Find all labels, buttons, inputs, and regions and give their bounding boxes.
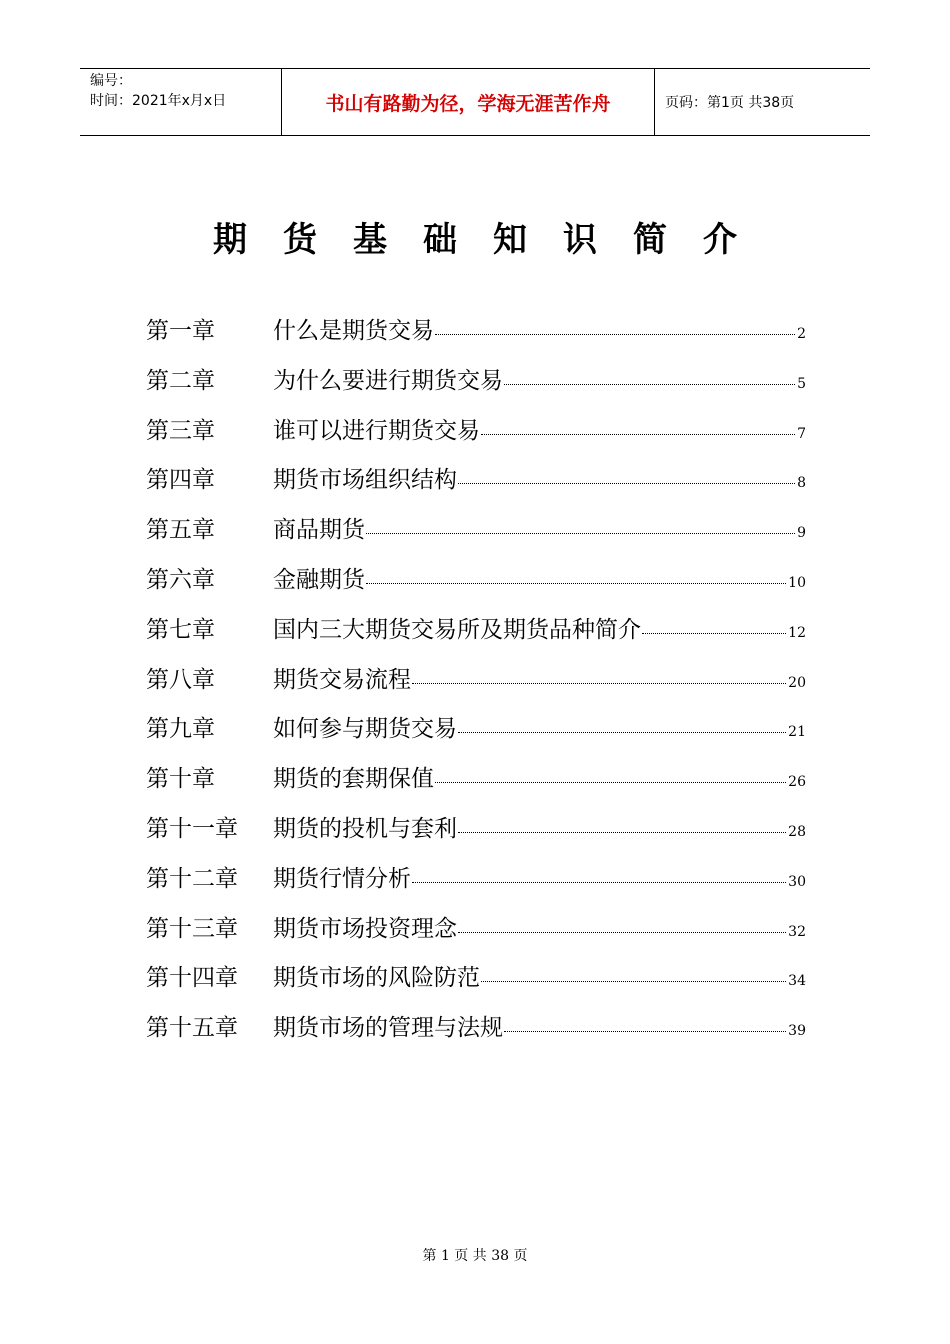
toc-dot-leader <box>435 334 795 335</box>
toc-dot-leader <box>366 533 795 534</box>
document-title: 期货基础知识简介 <box>213 220 773 260</box>
toc-page-number: 21 <box>788 724 806 741</box>
toc-dot-leader <box>481 981 786 982</box>
motto-text: 书山有路勤为径，学海无涯苦作舟 <box>325 92 611 115</box>
toc-dot-leader <box>458 732 786 733</box>
toc-chapter-title: 如何参与期货交易 <box>273 716 457 743</box>
toc-entry[interactable] <box>146 860 806 910</box>
toc-chapter-title: 国内三大期货交易所及期货品种简介 <box>273 616 641 643</box>
toc-dot-leader <box>481 434 795 435</box>
toc-entry[interactable] <box>146 910 806 960</box>
header-table <box>80 68 870 136</box>
toc-dot-leader <box>412 683 786 684</box>
toc-chapter-number: 第五章 <box>146 517 215 544</box>
toc-chapter-number: 第四章 <box>146 467 215 494</box>
toc-entry[interactable] <box>146 312 806 362</box>
toc-dot-leader <box>458 832 786 833</box>
toc-dot-leader <box>642 633 786 634</box>
toc-page-number: 28 <box>788 823 806 840</box>
page-footer: 第 1 页 共 38 页 <box>422 1248 528 1264</box>
toc-page-number: 8 <box>797 475 806 492</box>
toc-dot-leader <box>458 483 795 484</box>
header-motto-cell <box>281 69 655 135</box>
toc-entry[interactable] <box>146 362 806 412</box>
toc-entry[interactable] <box>146 959 806 1009</box>
toc-entry[interactable] <box>146 1009 806 1059</box>
toc-chapter-title: 商品期货 <box>273 517 365 544</box>
toc-chapter-number: 第十五章 <box>146 1015 238 1042</box>
header-page-cell <box>655 69 870 135</box>
toc-chapter-number: 第十章 <box>146 766 215 793</box>
toc-entry[interactable] <box>146 511 806 561</box>
toc-entry[interactable] <box>146 661 806 711</box>
toc-chapter-title: 期货交易流程 <box>273 666 411 693</box>
toc-dot-leader <box>504 384 795 385</box>
toc-chapter-number: 第十一章 <box>146 815 238 842</box>
toc-chapter-title: 谁可以进行期货交易 <box>273 417 480 444</box>
toc-chapter-number: 第二章 <box>146 367 215 394</box>
toc-entry[interactable] <box>146 412 806 462</box>
toc-chapter-number: 第三章 <box>146 417 215 444</box>
toc-dot-leader <box>412 882 786 883</box>
toc-chapter-number: 第七章 <box>146 616 215 643</box>
toc-page-number: 10 <box>788 574 806 591</box>
toc-chapter-title: 什么是期货交易 <box>273 318 434 344</box>
toc-chapter-title: 期货市场的风险防范 <box>273 965 480 992</box>
toc-page-number: 12 <box>788 624 806 641</box>
toc-entry[interactable] <box>146 611 806 661</box>
toc-dot-leader <box>458 932 786 933</box>
toc-chapter-title: 期货的套期保值 <box>273 766 434 793</box>
toc-chapter-title: 期货市场组织结构 <box>273 467 457 494</box>
toc-entry[interactable] <box>146 710 806 760</box>
header-meta-cell <box>80 69 281 135</box>
toc-chapter-title: 期货行情分析 <box>273 865 411 892</box>
toc-chapter-number: 第九章 <box>146 716 215 743</box>
toc-chapter-title: 期货市场投资理念 <box>273 915 457 942</box>
toc-page-number: 32 <box>788 923 806 940</box>
toc-dot-leader <box>366 583 786 584</box>
toc-chapter-title: 期货市场的管理与法规 <box>273 1015 503 1042</box>
toc-entry[interactable] <box>146 561 806 611</box>
toc-chapter-number: 第八章 <box>146 666 215 693</box>
toc-chapter-title: 期货的投机与套利 <box>273 815 457 842</box>
toc-entry[interactable] <box>146 760 806 810</box>
page-info: 页码：第1页 共38页 <box>665 95 795 111</box>
toc-chapter-number: 第十二章 <box>146 865 238 892</box>
toc-entry[interactable] <box>146 461 806 511</box>
toc-chapter-title: 为什么要进行期货交易 <box>273 367 503 394</box>
toc-page-number: 39 <box>788 1023 806 1040</box>
toc-chapter-number: 第一章 <box>146 318 215 344</box>
toc-page-number: 9 <box>797 525 806 542</box>
toc-entry[interactable] <box>146 810 806 860</box>
toc-page-number: 2 <box>797 326 806 342</box>
toc-page-number: 26 <box>788 774 806 791</box>
serial-label: 编号： <box>90 73 132 89</box>
toc-chapter-title: 金融期货 <box>273 566 365 593</box>
toc-chapter-number: 第十三章 <box>146 915 238 942</box>
toc-page-number: 20 <box>788 674 806 691</box>
toc-chapter-number: 第六章 <box>146 566 215 593</box>
toc-chapter-number: 第十四章 <box>146 965 238 992</box>
toc-page-number: 7 <box>797 425 806 442</box>
toc-page-number: 30 <box>788 873 806 890</box>
toc-dot-leader <box>435 782 786 783</box>
table-of-contents <box>146 312 806 1059</box>
toc-dot-leader <box>504 1031 786 1032</box>
toc-page-number: 5 <box>797 375 806 392</box>
date-label: 时间：2021年x月x日 <box>90 93 227 109</box>
toc-page-number: 34 <box>788 973 806 990</box>
